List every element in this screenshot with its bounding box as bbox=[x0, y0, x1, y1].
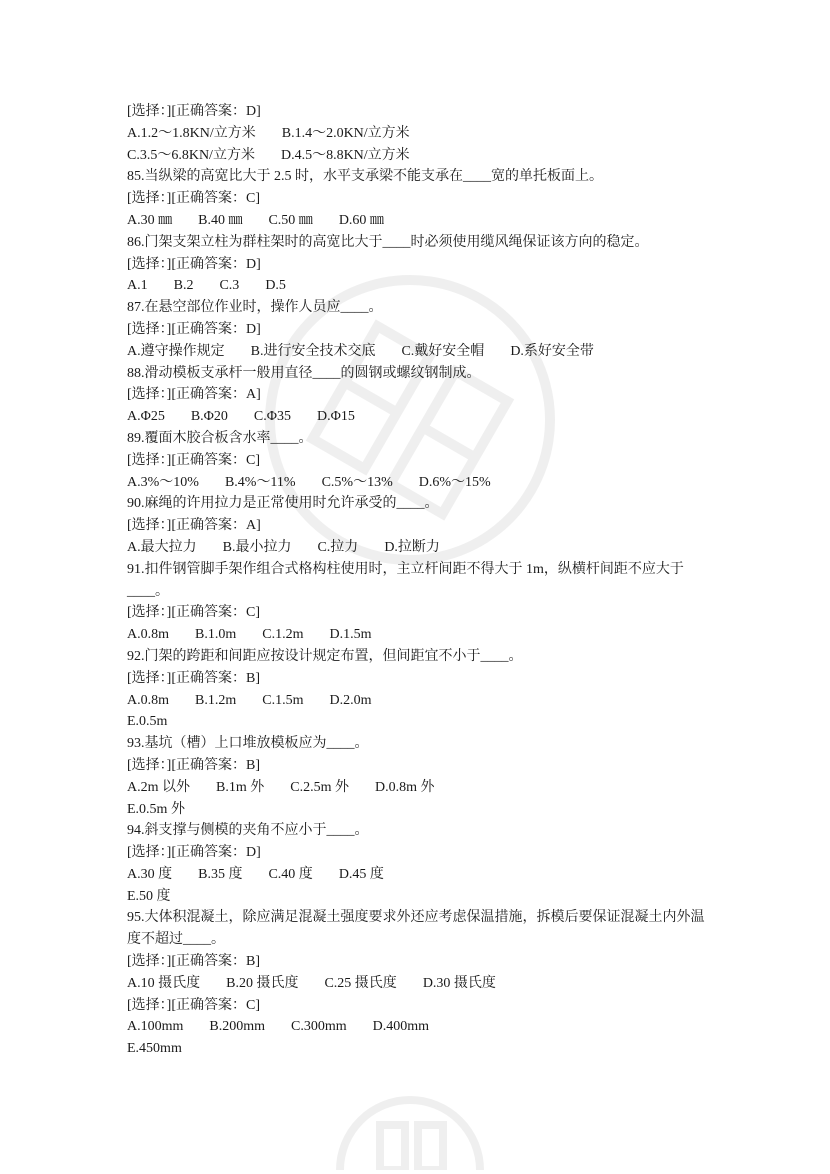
option-text: A.Φ25 bbox=[127, 409, 165, 425]
answer-key: [选择：][正确答案：A] bbox=[127, 518, 261, 534]
question-text: 88.滑动模板支承杆一般用直径____的圆钢或螺纹钢制成。 bbox=[127, 365, 481, 381]
option-text: D.拉断力 bbox=[384, 539, 440, 555]
option-row bbox=[127, 690, 712, 712]
option-text: A.30 度 bbox=[127, 866, 173, 882]
option-text: C.戴好安全帽 bbox=[401, 343, 485, 359]
option-row bbox=[127, 973, 712, 995]
option-row bbox=[127, 123, 712, 145]
option-text: A.2m 以外 bbox=[127, 779, 190, 795]
option-text: B.20 摄氏度 bbox=[226, 975, 299, 991]
question-text: 86.门架支架立柱为群柱架时的高宽比大于____时必须使用缆风绳保证该方向的稳定。 bbox=[127, 234, 649, 250]
option-text: C.3.5～6.8KN/立方米 bbox=[127, 147, 255, 163]
option-text: E.0.5m bbox=[127, 714, 168, 730]
option-text: B.进行安全技术交底 bbox=[250, 343, 376, 359]
option-row bbox=[127, 864, 712, 886]
option-row bbox=[127, 472, 712, 494]
option-text: A.100mm bbox=[127, 1019, 184, 1035]
answer-key: [选择：][正确答案：C] bbox=[127, 191, 260, 207]
option-text: C.25 摄氏度 bbox=[324, 975, 397, 991]
option-row bbox=[127, 886, 712, 908]
option-row bbox=[127, 145, 712, 167]
question-text: 87.在悬空部位作业时，操作人员应____。 bbox=[127, 300, 383, 316]
question-text: 92.门架的跨距和间距应按设计规定布置，但间距宜不小于____。 bbox=[127, 648, 523, 664]
option-text: B.4%～11% bbox=[224, 474, 296, 490]
option-text: C.5%～13% bbox=[321, 474, 393, 490]
option-text: B.1.0m bbox=[195, 627, 237, 643]
option-text: B.2 bbox=[173, 278, 194, 294]
option-text: D.400mm bbox=[372, 1019, 430, 1035]
option-text: A.0.8m bbox=[127, 692, 169, 708]
option-text: B.35 度 bbox=[198, 866, 243, 882]
option-row bbox=[127, 711, 712, 733]
option-text: D.30 摄氏度 bbox=[422, 975, 496, 991]
option-text: C.300mm bbox=[291, 1019, 347, 1035]
question-text: 89.覆面木胶合板含水率____。 bbox=[127, 430, 313, 446]
option-text: C.1.5m bbox=[262, 692, 304, 708]
option-text: A.10 摄氏度 bbox=[127, 975, 201, 991]
option-text: B.40 ㎜ bbox=[198, 212, 243, 228]
option-text: A.遵守操作规定 bbox=[127, 343, 225, 359]
option-row bbox=[127, 799, 712, 821]
option-text: A.最大拉力 bbox=[127, 539, 197, 555]
question-text: 94.斜支撑与侧模的夹角不应小于____。 bbox=[127, 823, 369, 839]
option-text: D.0.8m 外 bbox=[374, 779, 435, 795]
option-row bbox=[127, 275, 712, 297]
answer-key: [选择：][正确答案：D] bbox=[127, 256, 261, 272]
option-text: B.1m 外 bbox=[216, 779, 265, 795]
option-row bbox=[127, 777, 712, 799]
question-text: 91.扣件钢管脚手架作组合式格构柱使用时，主立杆间距不得大于 1m，纵横杆间距不应大于____。 bbox=[127, 561, 684, 599]
option-text: E.50 度 bbox=[127, 888, 171, 904]
question-text: 90.麻绳的许用拉力是正常使用时允许承受的____。 bbox=[127, 496, 439, 512]
option-text: D.2.0m bbox=[329, 692, 372, 708]
option-row bbox=[127, 624, 712, 646]
answer-key: [选择：][正确答案：C] bbox=[127, 605, 260, 621]
option-text: C.50 ㎜ bbox=[268, 212, 313, 228]
option-text: C.1.2m bbox=[262, 627, 304, 643]
option-row bbox=[127, 1016, 712, 1038]
option-row bbox=[127, 406, 712, 428]
option-row bbox=[127, 1038, 712, 1060]
answer-key: [选择：][正确答案：B] bbox=[127, 757, 260, 773]
option-text: D.Φ15 bbox=[317, 409, 355, 425]
option-text: A.1.2～1.8KN/立方米 bbox=[127, 125, 256, 141]
answer-key: [选择：][正确答案：D] bbox=[127, 321, 261, 337]
option-text: D.系好安全带 bbox=[510, 343, 594, 359]
option-text: D.45 度 bbox=[338, 866, 384, 882]
option-text: A.1 bbox=[127, 278, 148, 294]
answer-key: [选择：][正确答案：A] bbox=[127, 387, 261, 403]
answer-key: [选择：][正确答案：B] bbox=[127, 954, 260, 970]
option-text: C.拉力 bbox=[317, 539, 359, 555]
watermark-logo-partial bbox=[330, 1080, 490, 1170]
option-text: C.Φ35 bbox=[253, 409, 291, 425]
question-list bbox=[127, 101, 712, 1060]
answer-key: [选择：][正确答案：D] bbox=[127, 845, 261, 861]
option-row bbox=[127, 341, 712, 363]
option-text: A.3%～10% bbox=[127, 474, 199, 490]
question-text: 93.基坑（槽）上口堆放模板应为____。 bbox=[127, 736, 369, 752]
option-text: B.1.4～2.0KN/立方米 bbox=[281, 125, 410, 141]
option-text: E.0.5m 外 bbox=[127, 801, 185, 817]
answer-key: [选择：][正确答案：B] bbox=[127, 670, 260, 686]
option-text: B.1.2m bbox=[195, 692, 237, 708]
option-text: E.450mm bbox=[127, 1041, 182, 1057]
option-row bbox=[127, 210, 712, 232]
option-text: C.40 度 bbox=[268, 866, 313, 882]
option-text: B.200mm bbox=[209, 1019, 266, 1035]
answer-key: [选择：][正确答案：C] bbox=[127, 452, 260, 468]
option-text: A.30 ㎜ bbox=[127, 212, 173, 228]
option-text: D.4.5～8.8KN/立方米 bbox=[280, 147, 410, 163]
option-text: D.5 bbox=[265, 278, 286, 294]
option-text: D.60 ㎜ bbox=[338, 212, 384, 228]
option-text: D.1.5m bbox=[329, 627, 372, 643]
answer-key: [选择：][正确答案：C] bbox=[127, 997, 260, 1013]
option-text: D.6%～15% bbox=[418, 474, 491, 490]
option-text: B.Φ20 bbox=[190, 409, 228, 425]
question-text: 95.大体积混凝土，除应满足混凝土强度要求外还应考虑保温措施，拆模后要保证混凝土内外温度不超过____。 bbox=[127, 910, 705, 948]
option-text: B.最小拉力 bbox=[222, 539, 292, 555]
option-text: A.0.8m bbox=[127, 627, 169, 643]
answer-key: [选择：][正确答案：D] bbox=[127, 104, 261, 119]
option-text: C.3 bbox=[219, 278, 240, 294]
question-text: 85.当纵梁的高宽比大于 2.5 时，水平支承梁不能支承在____宽的单托板面上。 bbox=[127, 169, 603, 185]
option-row bbox=[127, 537, 712, 559]
option-text: C.2.5m 外 bbox=[290, 779, 349, 795]
